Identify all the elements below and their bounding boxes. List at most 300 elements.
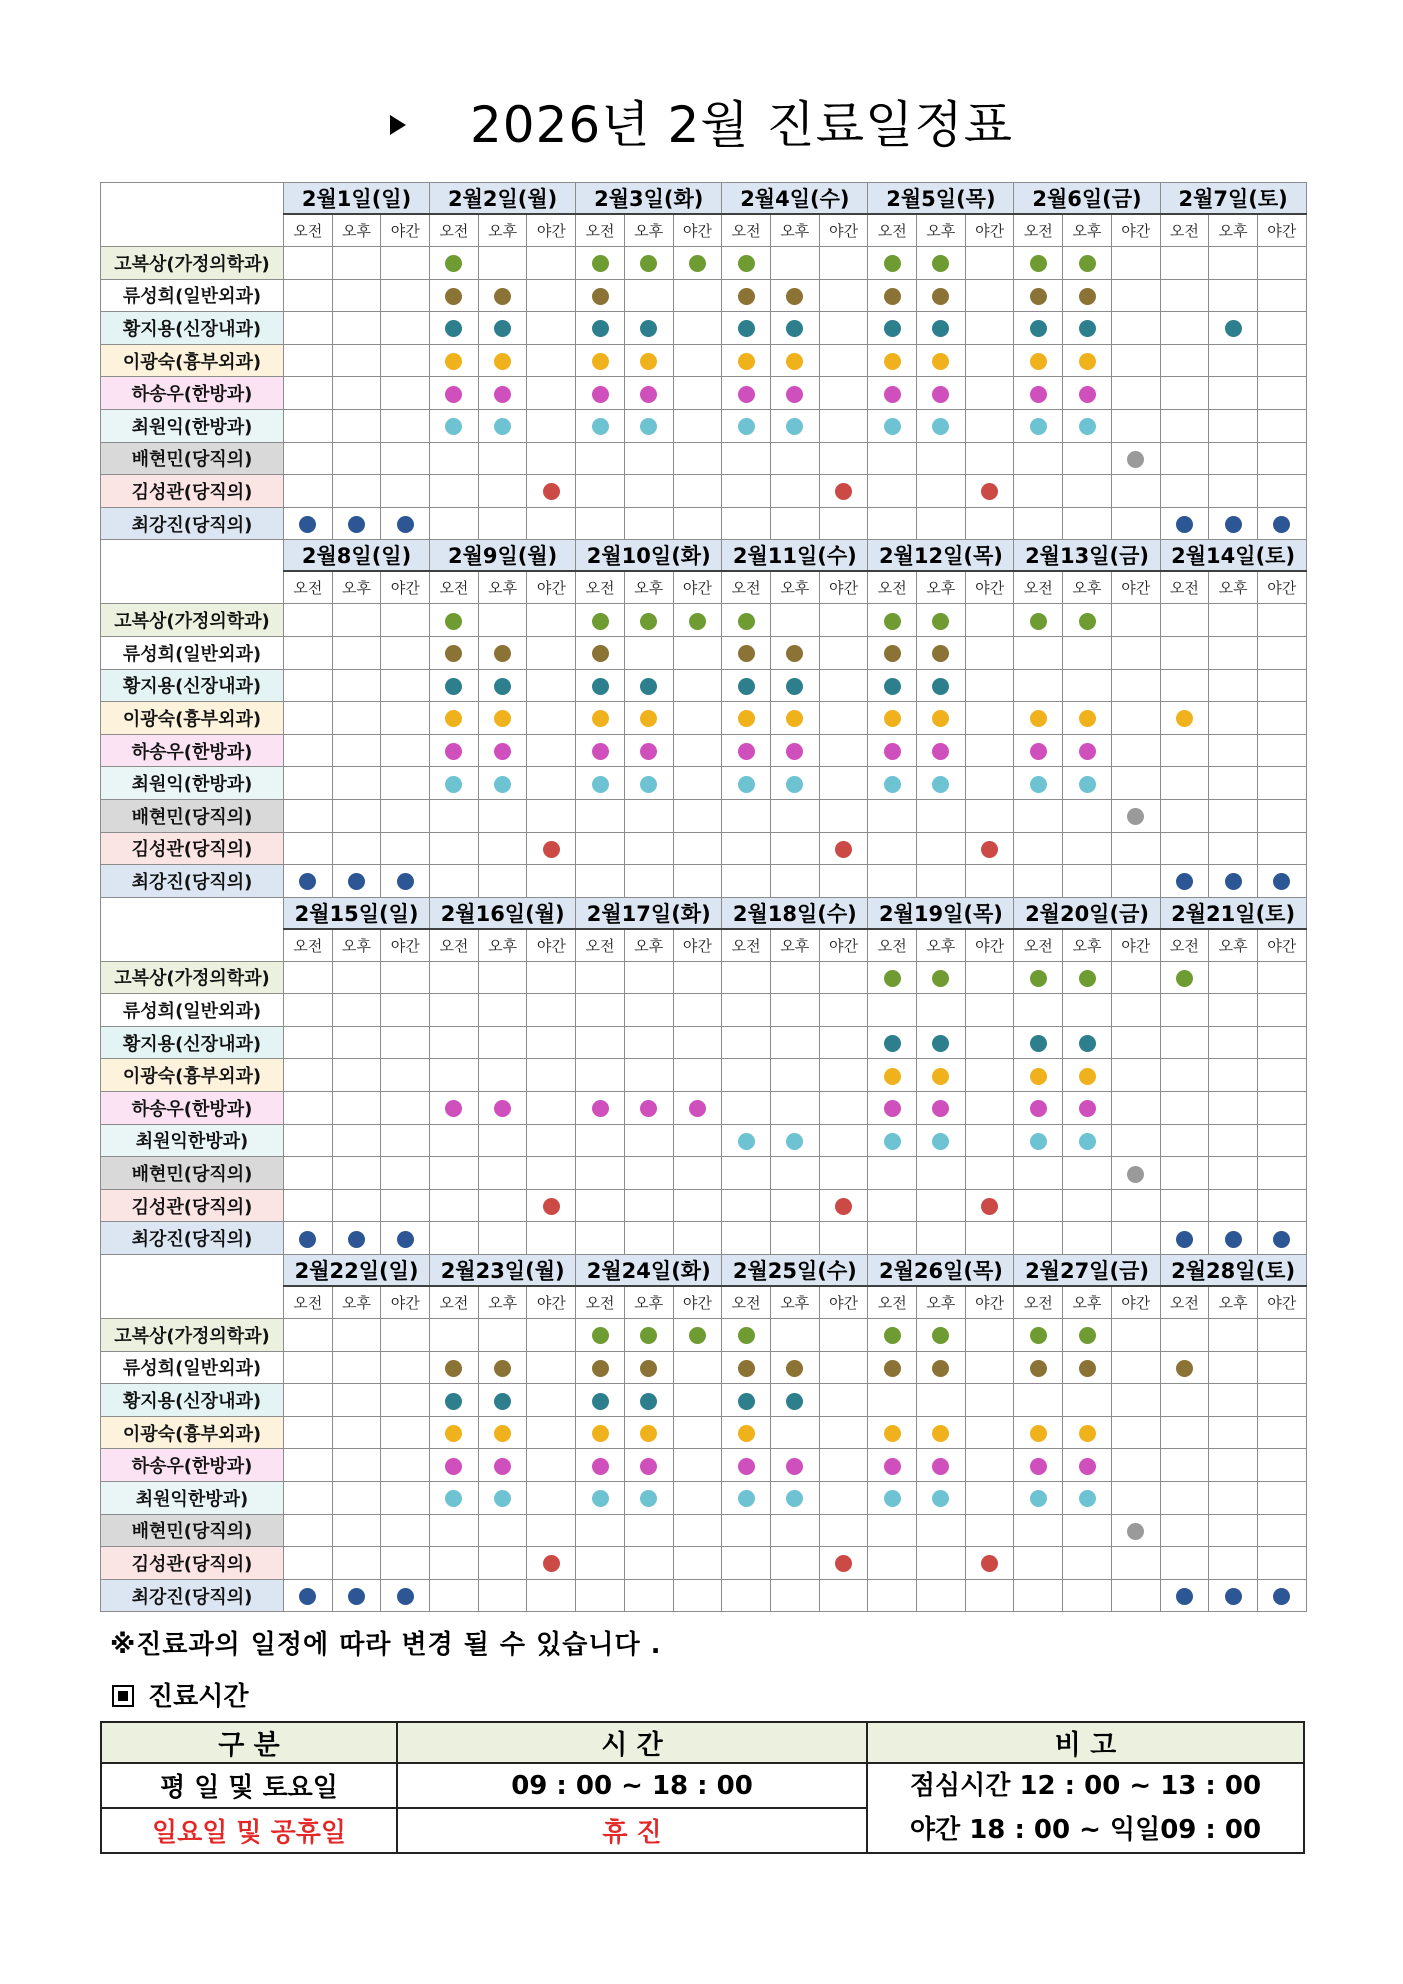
shift-label: 오후 [332,1286,381,1319]
duty-dot-icon [543,1555,560,1572]
duty-dot-icon [445,288,462,305]
duty-dot-icon [494,678,511,695]
schedule-cell [1160,1579,1209,1612]
schedule-cell [770,475,819,508]
doctor-row [101,604,1307,637]
schedule-cell [819,1579,868,1612]
schedule-cell [576,994,625,1027]
schedule-cell [770,1579,819,1612]
schedule-cell [381,604,430,637]
duty-dot-icon [786,710,803,727]
schedule-cell [332,865,381,898]
duty-dot-icon [932,1425,949,1442]
schedule-cell [1063,799,1112,832]
schedule-cell [1209,344,1258,377]
schedule-cell [770,1351,819,1384]
schedule-cell [1160,1482,1209,1515]
duty-dot-icon [445,678,462,695]
schedule-cell [1063,669,1112,702]
schedule-cell [527,669,576,702]
schedule-cell [965,475,1014,508]
triangle-bullet-icon [390,115,406,135]
duty-dot-icon [640,1100,657,1117]
schedule-cell [527,1416,576,1449]
schedule-cell [478,442,527,475]
duty-dot-icon [494,1393,511,1410]
duty-dot-icon [543,841,560,858]
schedule-cell [624,409,673,442]
schedule-cell [1014,961,1063,994]
duty-dot-icon [786,1458,803,1475]
duty-dot-icon [932,1360,949,1377]
schedule-cell [770,1384,819,1417]
doctor-name: 김성관(당직의) [101,1547,284,1580]
duty-dot-icon [884,353,901,370]
schedule-cell [430,1124,479,1157]
schedule-cell [478,799,527,832]
schedule-cell [1111,767,1160,800]
schedule-cell [673,1189,722,1222]
duty-dot-icon [1030,970,1047,987]
schedule-cell [576,1579,625,1612]
schedule-cell [430,1189,479,1222]
schedule-cell [478,1059,527,1092]
doctor-row [101,636,1307,669]
date-header: 2월6일(금) [1014,183,1160,215]
schedule-cell [722,1416,771,1449]
schedule-cell [1160,1384,1209,1417]
duty-dot-icon [689,1100,706,1117]
shift-label: 오후 [770,929,819,962]
schedule-cell [527,1384,576,1417]
schedule-cell [1257,442,1306,475]
doctor-name: 배현민(당직의) [101,1514,284,1547]
schedule-cell [722,377,771,410]
duty-dot-icon [494,1490,511,1507]
schedule-cell [624,1416,673,1449]
doctor-row [101,409,1307,442]
schedule-cell [1209,1059,1258,1092]
schedule-cell [527,1092,576,1125]
schedule-cell [478,344,527,377]
shift-label: 오후 [1209,571,1258,604]
schedule-cell [381,832,430,865]
schedule-cell [1063,865,1112,898]
schedule-cell [1257,734,1306,767]
duty-dot-icon [738,353,755,370]
duty-dot-icon [738,1133,755,1150]
schedule-cell [1014,247,1063,280]
schedule-cell [527,312,576,345]
schedule-cell [284,1124,333,1157]
duty-dot-icon [348,1231,365,1248]
shift-label: 오후 [1063,1286,1112,1319]
schedule-cell [1209,1482,1258,1515]
schedule-cell [722,767,771,800]
duty-dot-icon [738,288,755,305]
schedule-cell [917,442,966,475]
schedule-cell [917,1124,966,1157]
schedule-cell [1063,475,1112,508]
doctor-name: 배현민(당직의) [101,1157,284,1190]
schedule-cell [381,1124,430,1157]
schedule-cell [868,1157,917,1190]
schedule-cell [819,1026,868,1059]
doctor-row [101,1351,1307,1384]
schedule-cell [1160,475,1209,508]
schedule-cell [430,1449,479,1482]
schedule-cell [478,1189,527,1222]
shift-label: 야간 [1257,929,1306,962]
schedule-cell [1257,604,1306,637]
duty-dot-icon [981,841,998,858]
schedule-cell [381,1189,430,1222]
schedule-cell [430,1351,479,1384]
schedule-cell [430,377,479,410]
schedule-cell [722,865,771,898]
schedule-cell [1063,247,1112,280]
schedule-cell [1257,1482,1306,1515]
schedule-cell [770,247,819,280]
duty-dot-icon [884,1327,901,1344]
schedule-cell [381,312,430,345]
duty-dot-icon [494,1360,511,1377]
doctor-row [101,1319,1307,1352]
schedule-cell [430,734,479,767]
duty-dot-icon [738,678,755,695]
doctor-row [101,1482,1307,1515]
schedule-cell [965,377,1014,410]
schedule-cell [332,1157,381,1190]
schedule-cell [965,1547,1014,1580]
date-header: 2월10일(화) [576,540,722,572]
schedule-cell [381,1092,430,1125]
schedule-cell [1160,669,1209,702]
doctor-row [101,475,1307,508]
schedule-cell [1160,1189,1209,1222]
schedule-cell [965,1124,1014,1157]
shift-label: 오후 [1209,929,1258,962]
schedule-cell [527,247,576,280]
duty-dot-icon [786,386,803,403]
shift-label: 오전 [1014,1286,1063,1319]
duty-dot-icon [1030,353,1047,370]
schedule-cell [1209,247,1258,280]
shift-label: 오후 [478,1286,527,1319]
duty-dot-icon [640,1360,657,1377]
schedule-cell [478,247,527,280]
schedule-cell [624,1579,673,1612]
schedule-cell [1257,1351,1306,1384]
duty-dot-icon [1030,1425,1047,1442]
schedule-cell [1111,1351,1160,1384]
duty-dot-icon [494,288,511,305]
schedule-cell [819,636,868,669]
schedule-cell [1209,442,1258,475]
schedule-cell [1063,1157,1112,1190]
schedule-cell [478,1351,527,1384]
schedule-cell [1111,1157,1160,1190]
doctor-row [101,1026,1307,1059]
schedule-cell [1257,1547,1306,1580]
schedule-cell [576,1351,625,1384]
schedule-cell [332,702,381,735]
schedule-cell [284,475,333,508]
duty-dot-icon [592,1458,609,1475]
schedule-cell [624,669,673,702]
date-header: 2월18일(수) [722,897,868,929]
schedule-cell [332,409,381,442]
schedule-cell [576,1222,625,1255]
schedule-cell [770,669,819,702]
schedule-cell [1111,1124,1160,1157]
schedule-cell [819,1092,868,1125]
duty-dot-icon [445,320,462,337]
duty-dot-icon [640,1327,657,1344]
page-title: 2026년 2월 진료일정표 [470,96,1013,154]
schedule-cell [624,1157,673,1190]
schedule-cell [722,961,771,994]
duty-dot-icon [786,1490,803,1507]
schedule-cell [381,1351,430,1384]
duty-dot-icon [445,1425,462,1442]
hours-header-time: 시 간 [397,1722,867,1763]
duty-dot-icon [592,1327,609,1344]
duty-dot-icon [932,255,949,272]
doctor-row [101,1384,1307,1417]
schedule-cell [965,1579,1014,1612]
schedule-cell [332,1351,381,1384]
duty-dot-icon [884,743,901,760]
schedule-cell [576,1059,625,1092]
duty-dot-icon [640,418,657,435]
duty-dot-icon [932,1458,949,1475]
schedule-cell [576,1482,625,1515]
schedule-cell [1063,1092,1112,1125]
schedule-cell [1160,734,1209,767]
schedule-cell [673,1351,722,1384]
duty-dot-icon [786,1393,803,1410]
schedule-cell [722,1189,771,1222]
doctor-row [101,312,1307,345]
schedule-cell [576,409,625,442]
schedule-cell [576,832,625,865]
weekday-time: 09 : 00 ~ 18 : 00 [397,1763,867,1808]
schedule-cell [868,1514,917,1547]
schedule-cell [624,1547,673,1580]
schedule-cell [1160,1026,1209,1059]
schedule-cell [1111,994,1160,1027]
duty-dot-icon [640,320,657,337]
schedule-cell [576,377,625,410]
schedule-cell [381,507,430,540]
schedule-cell [1257,1059,1306,1092]
schedule-cell [624,1482,673,1515]
corner-cell [101,540,284,604]
duty-dot-icon [884,1100,901,1117]
shift-label: 오전 [576,1286,625,1319]
schedule-cell [1014,1547,1063,1580]
schedule-cell [332,1026,381,1059]
duty-dot-icon [543,1198,560,1215]
schedule-cell [527,409,576,442]
duty-dot-icon [397,873,414,890]
schedule-cell [430,442,479,475]
schedule-cell [819,1222,868,1255]
doctor-name: 고복상(가정의학과) [101,1319,284,1352]
schedule-cell [1160,1319,1209,1352]
schedule-cell [965,702,1014,735]
schedule-cell [1111,799,1160,832]
schedule-cell [381,1547,430,1580]
shift-label: 오후 [917,214,966,247]
date-header: 2월11일(수) [722,540,868,572]
schedule-cell [722,279,771,312]
doctor-name: 최강진(당직의) [101,865,284,898]
schedule-cell [819,377,868,410]
schedule-cell [965,1351,1014,1384]
duty-dot-icon [884,1360,901,1377]
schedule-cell [770,442,819,475]
schedule-cell [722,1157,771,1190]
schedule-cell [1063,1124,1112,1157]
schedule-cell [965,799,1014,832]
duty-dot-icon [1030,1100,1047,1117]
schedule-cell [1257,1319,1306,1352]
hours-row-weekday [101,1763,1304,1808]
duty-dot-icon [884,970,901,987]
schedule-cell [770,832,819,865]
schedule-cell [1257,702,1306,735]
schedule-cell [332,604,381,637]
duty-dot-icon [932,776,949,793]
schedule-cell [1257,377,1306,410]
schedule-cell [819,475,868,508]
doctor-name: 황지용(신장내과) [101,1026,284,1059]
schedule-cell [1160,636,1209,669]
duty-dot-icon [932,613,949,630]
shift-label: 야간 [965,214,1014,247]
schedule-cell [1160,442,1209,475]
lunch-time: 점심시간 12 : 00 ~ 13 : 00 [909,1771,1262,1801]
doctor-name: 류성희(일반외과) [101,1351,284,1384]
schedule-cell [1014,344,1063,377]
schedule-cell [965,604,1014,637]
schedule-cell [624,1222,673,1255]
schedule-cell [1160,1449,1209,1482]
schedule-cell [819,1449,868,1482]
schedule-cell [1111,1092,1160,1125]
schedule-cell [868,604,917,637]
schedule-cell [381,475,430,508]
duty-dot-icon [494,353,511,370]
duty-dot-icon [1030,1490,1047,1507]
schedule-cell [770,279,819,312]
doctor-row [101,377,1307,410]
schedule-cell [673,1482,722,1515]
schedule-cell [284,636,333,669]
shift-label: 오후 [770,571,819,604]
schedule-cell [1111,344,1160,377]
schedule-cell [527,832,576,865]
schedule-cell [1209,1189,1258,1222]
doctor-name: 이광숙(흉부외과) [101,344,284,377]
schedule-cell [1209,832,1258,865]
schedule-cell [673,636,722,669]
schedule-cell [284,832,333,865]
schedule-cell [819,1319,868,1352]
shift-label: 오후 [624,214,673,247]
doctor-name: 최강진(당직의) [101,1222,284,1255]
schedule-cell [770,767,819,800]
date-header: 2월13일(금) [1014,540,1160,572]
date-header: 2월9일(월) [430,540,576,572]
duty-dot-icon [738,710,755,727]
duty-dot-icon [640,1490,657,1507]
schedule-cell [965,247,1014,280]
doctor-name: 황지용(신장내과) [101,312,284,345]
schedule-cell [430,799,479,832]
schedule-cell [381,1416,430,1449]
schedule-cell [673,961,722,994]
schedule-cell [722,1222,771,1255]
schedule-cell [917,832,966,865]
schedule-cell [819,1547,868,1580]
schedule-cell [1014,475,1063,508]
schedule-cell [1111,1514,1160,1547]
schedule-cell [1111,1579,1160,1612]
schedule-cell [284,247,333,280]
schedule-cell [1063,1222,1112,1255]
schedule-cell [1160,409,1209,442]
shift-label: 오후 [917,571,966,604]
schedule-cell [770,1189,819,1222]
schedule-cell [819,1124,868,1157]
schedule-cell [478,279,527,312]
schedule-cell [478,507,527,540]
schedule-cell [1209,1384,1258,1417]
duty-dot-icon [592,776,609,793]
schedule-cell [1014,377,1063,410]
schedule-cell [478,1416,527,1449]
holiday-label: 일요일 및 공휴일 [101,1808,397,1853]
schedule-cell [673,1222,722,1255]
schedule-cell [1111,865,1160,898]
schedule-cell [917,1059,966,1092]
schedule-cell [819,832,868,865]
schedule-cell [430,1059,479,1092]
schedule-cell [1014,1482,1063,1515]
shift-label: 오전 [1160,1286,1209,1319]
shift-label: 야간 [1111,929,1160,962]
doctor-name: 김성관(당직의) [101,1189,284,1222]
schedule-cell [1063,961,1112,994]
schedule-cell [1257,344,1306,377]
schedule-cell [1257,865,1306,898]
schedule-cell [819,1189,868,1222]
schedule-cell [868,442,917,475]
schedule-cell [1160,1351,1209,1384]
doctor-name: 최원익(한방과) [101,409,284,442]
schedule-cell [478,1026,527,1059]
corner-cell [101,1255,284,1319]
schedule-cell [576,1189,625,1222]
schedule-cell [430,279,479,312]
schedule-cell [1063,1319,1112,1352]
schedule-cell [527,1059,576,1092]
duty-dot-icon [738,1360,755,1377]
schedule-cell [478,312,527,345]
